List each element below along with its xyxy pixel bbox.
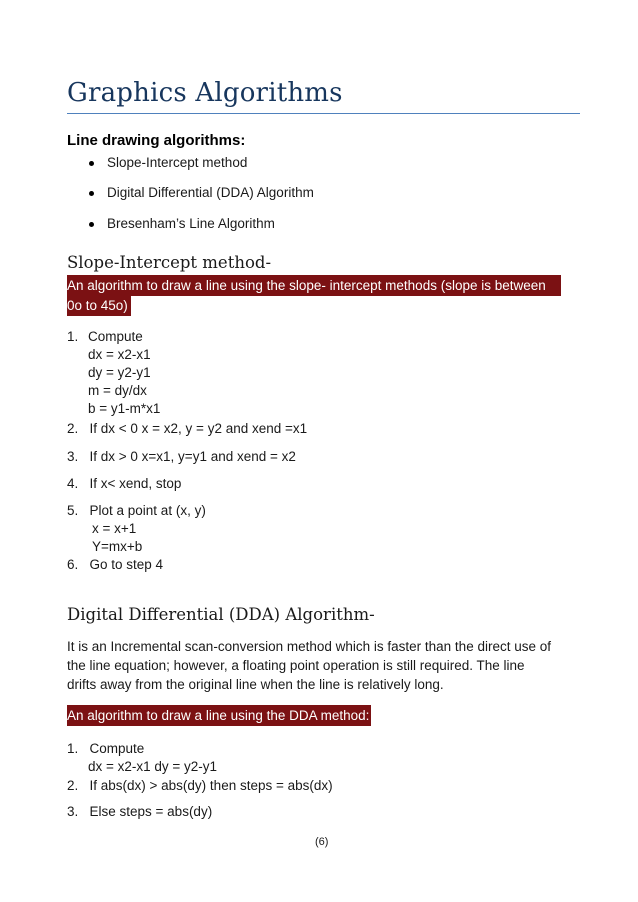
list-item-label: Digital Differential (DDA) Algorithm xyxy=(107,185,314,200)
list-item-label: Bresenham’s Line Algorithm xyxy=(107,216,275,231)
slope-section-heading: Slope-Intercept method- xyxy=(67,253,272,272)
slope-step-1-line: b = y1-m*x1 xyxy=(88,401,161,416)
dda-paragraph-line: drifts away from the original line when the line is relatively long. xyxy=(67,677,444,692)
dda-highlight: An algorithm to draw a line using the DDA method: xyxy=(67,705,371,726)
slope-step-2: 2. If dx < 0 x = x2, y = y2 and xend =x1 xyxy=(67,421,308,436)
slope-step-4: 4. If x< xend, stop xyxy=(67,476,182,491)
list-item xyxy=(107,216,275,231)
slope-step-5-line: x = x+1 xyxy=(92,521,137,536)
list-item xyxy=(107,185,314,200)
bullet-icon xyxy=(89,161,94,166)
slope-step-1-line: dy = y2-y1 xyxy=(88,365,151,380)
slope-step-5: 5. Plot a point at (x, y) xyxy=(67,503,206,518)
slope-step-1-line: m = dy/dx xyxy=(88,383,147,398)
slope-step-1-label: Compute xyxy=(88,329,143,344)
line-drawing-heading: Line drawing algorithms: xyxy=(67,132,246,149)
dda-paragraph-line: the line equation; however, a floating point operation is still required. The line xyxy=(67,658,525,673)
page-title: Graphics Algorithms xyxy=(67,78,343,108)
slope-highlight-line-1: An algorithm to draw a line using the slope- intercept methods (slope is between xyxy=(67,275,561,296)
slope-step-3: 3. If dx > 0 x=x1, y=y1 and xend = x2 xyxy=(67,449,296,464)
slope-step-1-line: dx = x2-x1 xyxy=(88,347,151,362)
list-item xyxy=(107,155,247,170)
list-item-label: Slope-Intercept method xyxy=(107,155,248,170)
slope-step-1-number: 1. xyxy=(67,329,79,344)
slope-highlight-line-2: 0o to 45o) xyxy=(67,295,131,316)
dda-step-1-line: dx = x2-x1 dy = y2-y1 xyxy=(88,759,218,774)
title-rule xyxy=(67,113,580,114)
dda-step-2: 2. If abs(dx) > abs(dy) then steps = abs(dx) xyxy=(67,778,333,793)
dda-step-1: 1. Compute xyxy=(67,741,145,756)
slope-step-6: 6. Go to step 4 xyxy=(67,557,164,572)
bullet-icon xyxy=(89,222,94,227)
slope-step-5-line: Y=mx+b xyxy=(92,539,143,554)
dda-paragraph-line: It is an Incremental scan-conversion method which is faster than the direct use of xyxy=(67,639,551,654)
dda-step-3: 3. Else steps = abs(dy) xyxy=(67,804,213,819)
dda-section-heading: Digital Differential (DDA) Algorithm- xyxy=(67,605,375,624)
page-number: (6) xyxy=(315,836,329,848)
bullet-icon xyxy=(89,191,94,196)
